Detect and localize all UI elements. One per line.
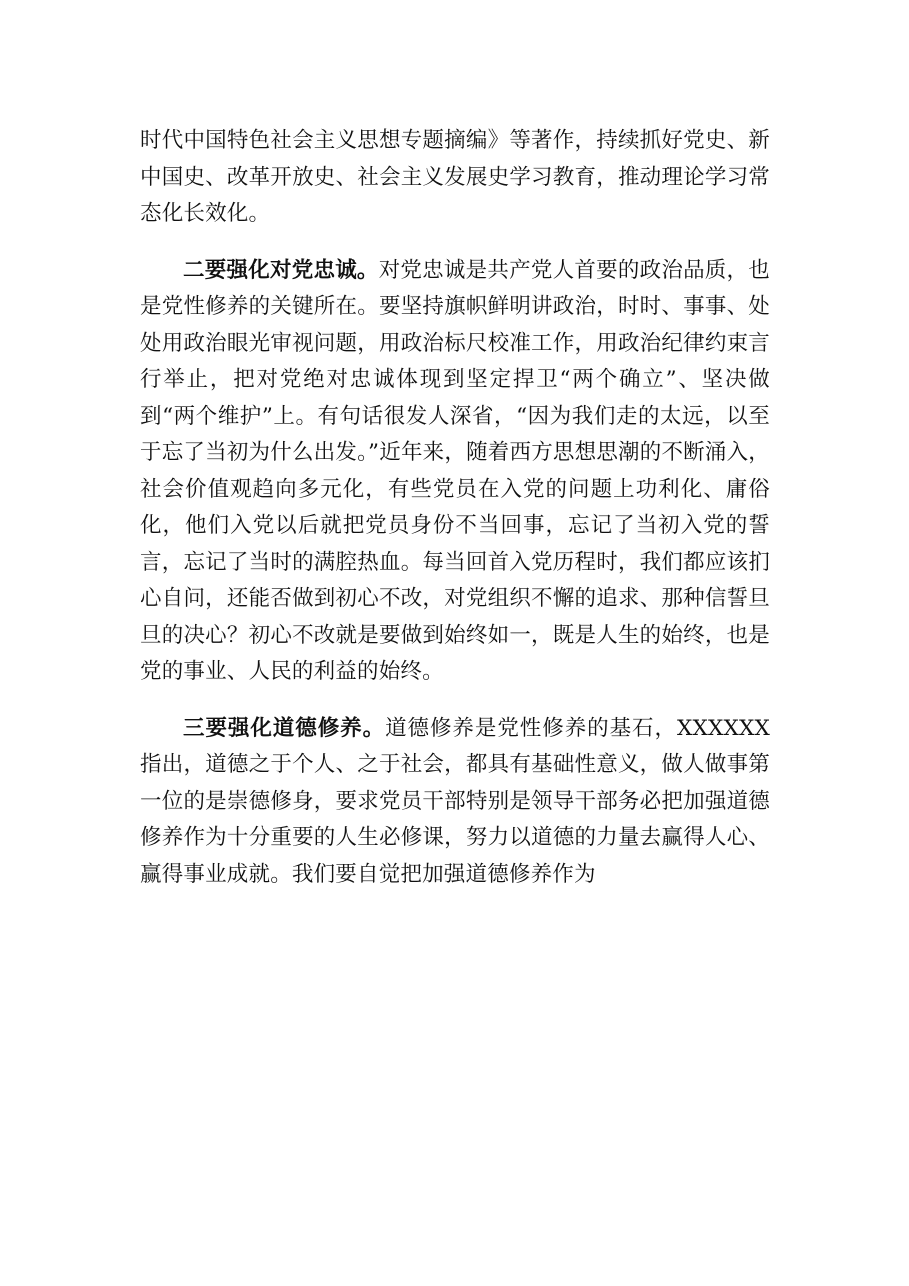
paragraph-2	[140, 253, 770, 691]
paragraph-1	[140, 123, 770, 233]
document-page	[140, 123, 770, 893]
paragraph-2-text: 对党忠诚是共产党人首要的政治品质，也是党性修养的关键所在。要坚持旗帜鲜明讲政治，时时、事事、处处用政治眼光审视问题，用政治标尺校准工作，用政治纪律约束言行举止，把对党绝对忠诚体现到坚定捍卫“两个确立”、坚决做到“两个维护”上。有句话很发人深省，“因为我们走的太远，以至于忘了当初为什么出发。”近年来，随着西方思想思潮的不断涌入，社会价值观趋向多元化，有些党员在入党的问题上功利化、庸俗化，他们入党以后就把党员身份不当回事，忘记了当初入党的誓言，忘记了当时的满腔热血。每当回首入党历程时，我们都应该扪心自问，还能否做到初心不改，对党组织不懈的追求、那种信誓旦旦的决心？初心不改就是要做到始终如一，既是人生的始终，也是党的事业、人民的利益的始终。	[140, 257, 770, 684]
paragraph-2-lead: 二要强化对党忠诚。	[183, 257, 379, 283]
paragraph-gap	[140, 233, 770, 253]
paragraph-1-text: 时代中国特色社会主义思想专题摘编》等著作，持续抓好党史、新中国史、改革开放史、社会主义发展史学习教育，推动理论学习常态化长效化。	[140, 128, 770, 226]
paragraph-3-text: 道德修养是党性修养的基石，XXXXXX指出，道德之于个人、之于社会，都具有基础性意义，做人做事第一位的是崇德修身，要求党员干部特别是领导干部务必把加强道德修养作为十分重要的人生必修课，努力以道德的力量去赢得人心、赢得事业成就。我们要自觉把加强道德修养作为	[140, 715, 770, 887]
paragraph-3	[140, 711, 770, 894]
paragraph-gap	[140, 691, 770, 711]
paragraph-3-lead: 三要强化道德修养。	[183, 715, 386, 741]
